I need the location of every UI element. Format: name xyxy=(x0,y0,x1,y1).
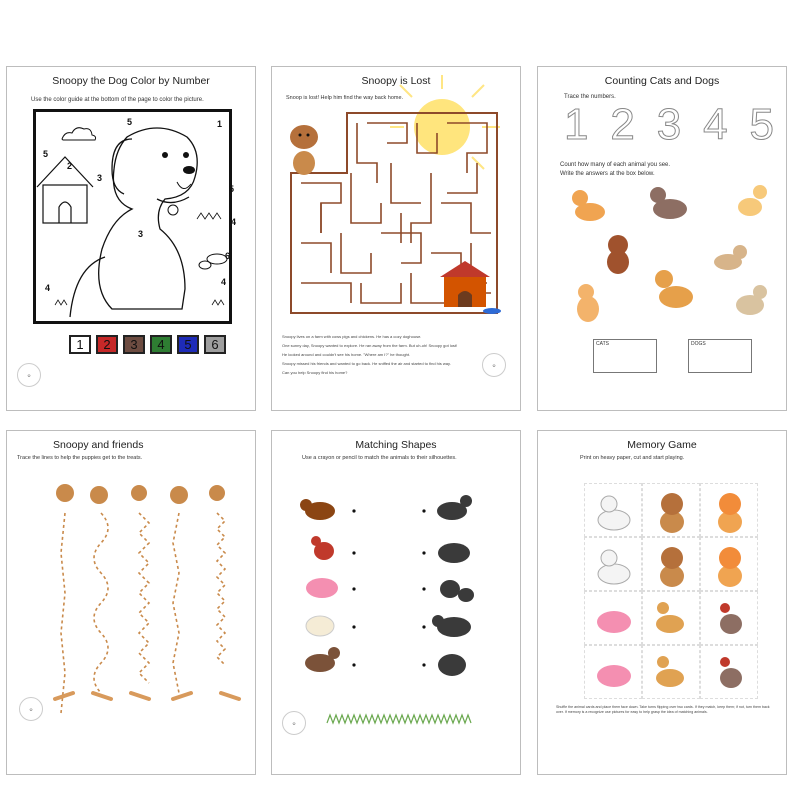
page-title: Snoopy the Dog Color by Number xyxy=(52,75,210,87)
region-number: 6 xyxy=(225,251,231,261)
dotted-digit: 3 xyxy=(656,100,682,149)
brand-seal-logo: ✿ xyxy=(19,697,43,721)
memory-card-goat[interactable] xyxy=(584,537,642,591)
instruction-text: Trace the lines to help the puppies get to the treats. xyxy=(17,455,143,461)
memory-card-goat[interactable] xyxy=(584,483,642,537)
memory-card-cat[interactable] xyxy=(700,483,758,537)
region-number: 5 xyxy=(43,149,49,159)
memory-card-puppy[interactable] xyxy=(642,483,700,537)
region-number: 2 xyxy=(67,161,73,171)
instruction-text: Print on heavy paper, cut and start playing. xyxy=(580,455,685,461)
region-number: 3 xyxy=(97,173,103,183)
instruction-text: Use the color guide at the bottom of the page to color the picture. xyxy=(31,97,204,103)
color-swatch-4: 4 xyxy=(150,335,172,354)
tracing-paths xyxy=(7,431,256,775)
story-line: Snoopy lives on a farm with cows pigs and chickens. He has a cozy doghouse. xyxy=(282,334,422,339)
game-directions: Shuffle the animal cards and place them face down. Take turns flipping over two cards. If they match, keep them; if not, turn them back over. If memory is a recognize use pictures for easy to help grasp the idea of matching animals. xyxy=(556,705,770,714)
region-number: 5 xyxy=(229,184,235,194)
worksheet-color-by-number xyxy=(6,66,256,411)
memory-card-pig[interactable] xyxy=(584,591,642,645)
region-number: 4 xyxy=(45,283,51,293)
worksheet-counting xyxy=(537,66,787,411)
worksheet-matching-shapes xyxy=(271,430,521,775)
page-title: Snoopy is Lost xyxy=(361,75,431,87)
memory-card-horse[interactable] xyxy=(642,645,700,699)
story-line: He looked around and couldn't see his home. "Where am I?" he thought. xyxy=(282,352,411,357)
page-title: Memory Game xyxy=(627,439,697,451)
memory-card-grid xyxy=(584,483,758,699)
region-number: 4 xyxy=(231,217,237,227)
story-line: One sunny day, Snoopy wanted to explore. He ran away from the farm. But uh-oh! Snoopy got lost! xyxy=(282,343,458,348)
color-swatch-6: 6 xyxy=(204,335,226,354)
brand-seal-logo: ✿ xyxy=(482,353,506,377)
page-title: Snoopy and friends xyxy=(53,439,144,451)
color-swatch-3: 3 xyxy=(123,335,145,354)
region-number: 3 xyxy=(138,229,144,239)
cats-label: CATS xyxy=(596,341,609,347)
region-number: 4 xyxy=(221,277,227,287)
color-swatch-1: 1 xyxy=(69,335,91,354)
memory-card-cat[interactable] xyxy=(700,537,758,591)
worksheet-trace-lines xyxy=(6,430,256,775)
memory-card-puppy[interactable] xyxy=(642,537,700,591)
memory-card-rooster[interactable] xyxy=(700,645,758,699)
region-number: 5 xyxy=(127,117,133,127)
page-title: Counting Cats and Dogs xyxy=(604,75,720,87)
trace-label: Trace the numbers. xyxy=(564,94,616,100)
count-instruction: Count how many of each animal you see. xyxy=(560,162,671,168)
brand-seal-logo: ✿ xyxy=(17,363,41,387)
page-title: Matching Shapes xyxy=(355,439,437,451)
write-instruction: Write the answers at the box below. xyxy=(560,171,655,177)
story-line: Snoopy missed his friends and wanted to go back. He sniffed the air and started to find his way. xyxy=(282,361,451,366)
matching-illustrations xyxy=(272,431,521,775)
dotted-digit: 4 xyxy=(703,100,728,149)
memory-card-rooster[interactable] xyxy=(700,591,758,645)
instruction-text: Use a crayon or pencil to match the animals to their silhouettes. xyxy=(302,455,457,461)
color-swatch-2: 2 xyxy=(96,335,118,354)
dotted-digit: 2 xyxy=(610,100,635,149)
worksheet-memory-game xyxy=(537,430,787,775)
region-number: 1 xyxy=(217,119,223,129)
memory-card-horse[interactable] xyxy=(642,591,700,645)
instruction-text: Snoop is lost! Help him find the way back home. xyxy=(286,95,404,101)
brand-seal-logo: ✿ xyxy=(282,711,306,735)
color-swatch-5: 5 xyxy=(177,335,199,354)
dotted-digit: 1 xyxy=(564,100,589,149)
dogs-label: DOGS xyxy=(691,341,706,347)
story-line: Can you help Snoopy find his home? xyxy=(282,370,348,375)
memory-card-pig[interactable] xyxy=(584,645,642,699)
dotted-digit: 5 xyxy=(749,100,774,149)
worksheet-maze xyxy=(271,66,521,411)
